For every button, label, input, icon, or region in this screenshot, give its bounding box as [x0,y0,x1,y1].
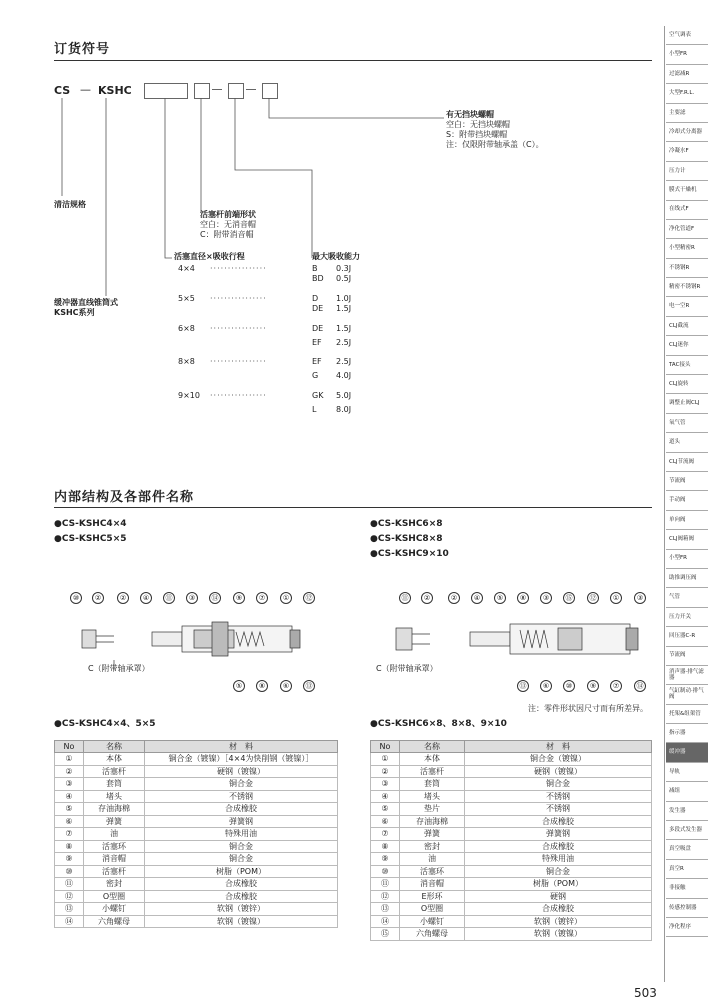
part-no: ⑨ [55,853,84,866]
part-material: 铜合金 [145,853,338,866]
sidebar-item[interactable]: 消声器·排气滤器 [666,666,708,685]
part-material: 铜合金 [145,840,338,853]
dots-row: ················ [210,357,267,366]
sidebar-item[interactable]: 传感控制器 [666,899,708,918]
energy-code: DE [312,324,324,333]
part-name: 弹簧 [84,815,145,828]
right-cap-label: C（附带轴承罩） [376,664,438,673]
part-name: 消音帽 [84,853,145,866]
table-row [371,865,652,878]
table-header: 名称 [400,741,465,753]
part-material: 树脂（POM） [145,865,338,878]
right-model-3: ●CS-KSHC9×10 [370,549,449,559]
sidebar-item[interactable]: 缓冲器 [666,743,708,762]
sidebar-item[interactable]: 导轨 [666,763,708,782]
part-callout: ⑤ [233,680,245,692]
part-name: 消音帽 [400,878,465,891]
size-8x8: 8×8 [178,357,195,366]
sidebar-item[interactable]: 真空吸盘 [666,840,708,859]
part-name: 本体 [84,753,145,766]
part-no: ⑪ [371,878,400,891]
part-material: 硬钢（镀镍） [465,765,652,778]
part-callout: ⑫ [587,592,599,604]
part-callout: ⑬ [303,680,315,692]
part-callout: ⑭ [209,592,221,604]
table-row [371,815,652,828]
table-row [371,765,652,778]
energy-value: 0.3J [336,264,352,273]
part-material: 合成橡胶 [465,815,652,828]
right-parts-table [370,740,652,941]
sidebar-item[interactable]: 主要滤 [666,104,708,123]
part-callout: ④ [140,592,152,604]
part-no: ① [55,753,84,766]
dots-row: ················ [210,391,267,400]
part-name: 堵头 [84,790,145,803]
part-callout: ⑦ [610,680,622,692]
part-no: ③ [55,778,84,791]
table-row [371,903,652,916]
part-no: ⑥ [371,815,400,828]
sidebar-item[interactable]: 小型精密R [666,239,708,258]
order-section-title: 订货符号 [54,42,111,57]
part-name: 活塞环 [400,865,465,878]
part-no: ⑤ [371,803,400,816]
sidebar-item[interactable]: 非接触 [666,879,708,898]
left-cap-label: C（附带轴承罩） [88,664,150,673]
sidebar-item[interactable]: 冷凝水F [666,142,708,161]
part-name: O型圈 [84,890,145,903]
energy-value: 8.0J [336,405,352,414]
sidebar-item[interactable]: 净化程序 [666,918,708,937]
rod-option-head: 活塞杆前端形状 [200,210,256,219]
part-no: ⑨ [371,853,400,866]
right-model-1: ●CS-KSHC6×8 [370,519,443,529]
energy-value: 1.5J [336,324,352,333]
sidebar-item[interactable]: 气管 [666,588,708,607]
part-callout: ⑪ [399,592,411,604]
sidebar-item[interactable]: CLJ阀箱阀 [666,530,708,549]
table-row [55,878,338,891]
part-material: 弹簧钢 [465,828,652,841]
sidebar-item[interactable]: 压力计 [666,162,708,181]
part-no: ⑫ [371,890,400,903]
table-row [371,928,652,941]
category-sidebar [666,26,708,937]
structure-section-rule [54,507,652,508]
part-name: 存油海棉 [84,803,145,816]
energy-value: 0.5J [336,274,352,283]
part-no: ⑦ [55,828,84,841]
part-name: 弹簧 [400,828,465,841]
series-line-2: KSHC系列 [54,308,95,317]
table-row [55,765,338,778]
table-row [371,840,652,853]
part-name: 油 [84,828,145,841]
part-callout: ④ [471,592,483,604]
part-name: 活塞杆 [84,765,145,778]
energy-code: G [312,371,319,380]
structure-section-title: 内部结构及各部件名称 [54,490,195,505]
sidebar-divider [664,26,665,982]
size-5x5: 5×5 [178,294,195,303]
part-material: 硬钢（镀镍） [145,765,338,778]
part-name: 密封 [400,840,465,853]
sidebar-item[interactable]: 过滤减R [666,65,708,84]
part-name: 油 [400,853,465,866]
energy-code: B [312,264,318,273]
left-table-title: ●CS-KSHC4×4、5×5 [54,719,156,729]
part-material: 铜合金 [465,865,652,878]
part-callout: ⑪ [163,592,175,604]
part-callout: ⑧ [256,680,268,692]
shock-absorber-drawing-small [54,600,334,690]
part-callout: ② [92,592,104,604]
part-name: 套筒 [400,778,465,791]
table-row [55,903,338,916]
table-row [371,915,652,928]
part-material: 合成橡胶 [465,840,652,853]
part-name: 六角螺母 [400,928,465,941]
table-row [55,828,338,841]
sidebar-item[interactable]: 发生器 [666,802,708,821]
energy-code: GK [312,391,324,400]
energy-head: 最大吸收能力 [312,252,360,261]
table-row [371,803,652,816]
sidebar-item[interactable]: 冷却式分离器 [666,123,708,142]
part-material: 软钢（镀镍） [465,928,652,941]
part-no: ⑮ [371,928,400,941]
dots-row: ················ [210,324,267,333]
table-header: 材 料 [145,741,338,753]
energy-code: EF [312,357,322,366]
sidebar-item[interactable]: 节流阀 [666,647,708,666]
part-no: ⑦ [371,828,400,841]
part-no: ③ [371,778,400,791]
sidebar-item[interactable]: 不锈钢R [666,259,708,278]
table-row [55,853,338,866]
left-model-1: ●CS-KSHC4×4 [54,519,127,529]
part-callout: ⑥ [280,680,292,692]
sidebar-item[interactable]: 指示器 [666,724,708,743]
table-row [55,778,338,791]
part-material: 弹簧钢 [145,815,338,828]
energy-code: EF [312,338,322,347]
sidebar-item[interactable]: CLJ迷你 [666,336,708,355]
part-no: ⑩ [371,865,400,878]
part-material: 铜合金（镀镍） [465,753,652,766]
part-material: 合成橡胶 [145,890,338,903]
part-name: 活塞杆 [84,865,145,878]
sidebar-item[interactable]: 气缸制动·排气阀 [666,685,708,704]
right-table-title: ●CS-KSHC6×8、8×8、9×10 [370,719,507,729]
energy-value: 2.5J [336,357,352,366]
sidebar-item[interactable]: 单向阀 [666,511,708,530]
part-name: O型圈 [400,903,465,916]
part-material: 不锈钢 [465,790,652,803]
part-material: 特殊用油 [145,828,338,841]
shock-absorber-drawing-large [370,600,660,690]
table-row [371,878,652,891]
sidebar-item[interactable]: 精密不锈钢R [666,278,708,297]
energy-value: 4.0J [336,371,352,380]
table-header: 材 料 [465,741,652,753]
sidebar-item[interactable]: 净化管道F [666,220,708,239]
part-callout: ① [610,592,622,604]
part-callout: ⑨ [587,680,599,692]
stroke-head: 活塞直径×吸收行程 [174,252,245,261]
part-name: 垫片 [400,803,465,816]
sidebar-item[interactable]: 氧气管 [666,414,708,433]
sidebar-item[interactable]: 节流阀 [666,472,708,491]
part-callout: ⑩ [563,680,575,692]
part-no: ⑫ [55,890,84,903]
table-row [55,840,338,853]
sidebar-item[interactable]: 电一空R [666,297,708,316]
part-no: ② [371,765,400,778]
nut-option-head: 有无挡块螺帽 [446,110,494,119]
right-model-2: ●CS-KSHC8×8 [370,534,443,544]
part-callout: ⑦ [256,592,268,604]
left-parts-table [54,740,338,928]
part-name: 六角螺母 [84,915,145,928]
rod-option-none: 空白：无消音帽 [200,220,256,229]
code-dash: — [80,83,91,96]
part-material: 树脂（POM） [465,878,652,891]
part-name: 堵头 [400,790,465,803]
part-callout: ⑬ [517,680,529,692]
sidebar-item[interactable]: 膜式干燥机 [666,181,708,200]
table-header-row [55,741,338,753]
page-number: 503 [634,986,657,1000]
part-callout: ③ [540,592,552,604]
part-no: ⑭ [55,915,84,928]
sidebar-item[interactable]: 空气调表 [666,26,708,45]
table-header: No [55,741,84,753]
part-no: ⑭ [371,915,400,928]
energy-code: L [312,405,317,414]
part-name: 密封 [84,878,145,891]
part-name: 小螺钉 [84,903,145,916]
energy-value: 1.0J [336,294,352,303]
energy-value: 5.0J [336,391,352,400]
part-name: 套筒 [84,778,145,791]
part-no: ⑧ [371,840,400,853]
sidebar-item[interactable]: 道头 [666,433,708,452]
cleaning-spec: 清洁规格 [54,200,86,209]
table-header-row [371,741,652,753]
order-leader-lines [0,0,660,330]
part-material: 不锈钢 [465,803,652,816]
part-callout: ② [117,592,129,604]
part-name: 活塞环 [84,840,145,853]
table-row [371,778,652,791]
part-no: ⑬ [371,903,400,916]
part-name: E形环 [400,890,465,903]
sidebar-item[interactable]: TAC接头 [666,356,708,375]
sidebar-item[interactable]: 大型F.R.L. [666,84,708,103]
table-row [371,828,652,841]
sidebar-item[interactable]: 小型FR [666,45,708,64]
part-material: 软钢（镀锌） [465,915,652,928]
part-material: 合成橡胶 [145,803,338,816]
table-row [371,790,652,803]
energy-value: 2.5J [336,338,352,347]
part-material: 不锈钢 [145,790,338,803]
sidebar-item[interactable]: 托架&组架管 [666,705,708,724]
part-material: 硬钢 [465,890,652,903]
dots-row: ················ [210,264,267,273]
part-no: ⑬ [55,903,84,916]
sidebar-item[interactable]: CLJ截流 [666,317,708,336]
table-row [55,890,338,903]
energy-code: BD [312,274,324,283]
part-callout: ⑥ [540,680,552,692]
part-no: ⑪ [55,878,84,891]
sidebar-item[interactable]: 减组 [666,782,708,801]
part-name: 小螺钉 [400,915,465,928]
table-row [371,753,652,766]
part-no: ④ [55,790,84,803]
energy-code: D [312,294,319,303]
energy-code: DE [312,304,324,313]
sidebar-item[interactable]: 真空R [666,860,708,879]
part-no: ① [371,753,400,766]
sidebar-item[interactable]: 助推调压阀 [666,569,708,588]
table-row [55,803,338,816]
part-no: ⑧ [55,840,84,853]
part-callout: ⑤ [494,592,506,604]
part-no: ② [55,765,84,778]
part-material: 合成橡胶 [465,903,652,916]
nut-option-s: S：附带挡块螺帽 [446,130,508,139]
code-cs: CS [54,84,71,97]
part-callout: ② [448,592,460,604]
left-model-2: ●CS-KSHC5×5 [54,534,127,544]
size-4x4: 4×4 [178,264,195,273]
table-row [371,853,652,866]
table-row [55,753,338,766]
part-callout: ⑭ [634,680,646,692]
table-row [55,790,338,803]
table-row [55,865,338,878]
part-callout: ③ [634,592,646,604]
parts-note: 注：零件形状因尺寸而有所差异。 [528,704,648,713]
sidebar-item[interactable]: 多段式发生器 [666,821,708,840]
part-material: 合成橡胶 [145,878,338,891]
size-6x8: 6×8 [178,324,195,333]
part-callout: ⑧ [517,592,529,604]
sidebar-item[interactable]: 小型FR [666,550,708,569]
nut-option-none: 空白：无挡块螺帽 [446,120,510,129]
table-row [55,815,338,828]
sidebar-item[interactable]: 压力开关 [666,608,708,627]
part-no: ⑥ [55,815,84,828]
part-callout: ② [421,592,433,604]
table-header: 名称 [84,741,145,753]
table-header: No [371,741,400,753]
part-no: ⑤ [55,803,84,816]
table-row [55,915,338,928]
table-row [371,890,652,903]
part-name: 存油海棉 [400,815,465,828]
dots-row: ················ [210,294,267,303]
part-callout: ⑫ [303,592,315,604]
sidebar-item[interactable]: 回压器C-R [666,627,708,646]
part-callout: ⑨ [233,592,245,604]
part-material: 软钢（镀锌） [145,903,338,916]
nut-option-note: 注：仅限附带轴承盖（C）。 [446,140,544,149]
part-no: ④ [371,790,400,803]
size-9x10: 9×10 [178,391,200,400]
energy-value: 1.5J [336,304,352,313]
part-name: 本体 [400,753,465,766]
part-material: 铜合金（镀镍）［4×4为快削钢（镀镍）］ [145,753,338,766]
sidebar-item[interactable]: 在线式F [666,201,708,220]
part-callout: ① [280,592,292,604]
series-line-1: 缓冲器直线锥筒式 [54,298,118,307]
part-material: 特殊用油 [465,853,652,866]
sidebar-item[interactable]: CLJ旋转 [666,375,708,394]
code-kshc: KSHC [98,84,132,97]
part-callout: ⑮ [563,592,575,604]
part-material: 铜合金 [465,778,652,791]
part-no: ⑩ [55,865,84,878]
sidebar-item[interactable]: 手动阀 [666,491,708,510]
sidebar-item[interactable]: 调整止阀CLJ [666,394,708,413]
sidebar-item[interactable]: CLJ节流阀 [666,453,708,472]
part-material: 软钢（镀镍） [145,915,338,928]
part-callout: ⑩ [70,592,82,604]
rod-option-c: C：附带消音帽 [200,230,254,239]
part-callout: ③ [186,592,198,604]
part-material: 铜合金 [145,778,338,791]
part-name: 活塞杆 [400,765,465,778]
